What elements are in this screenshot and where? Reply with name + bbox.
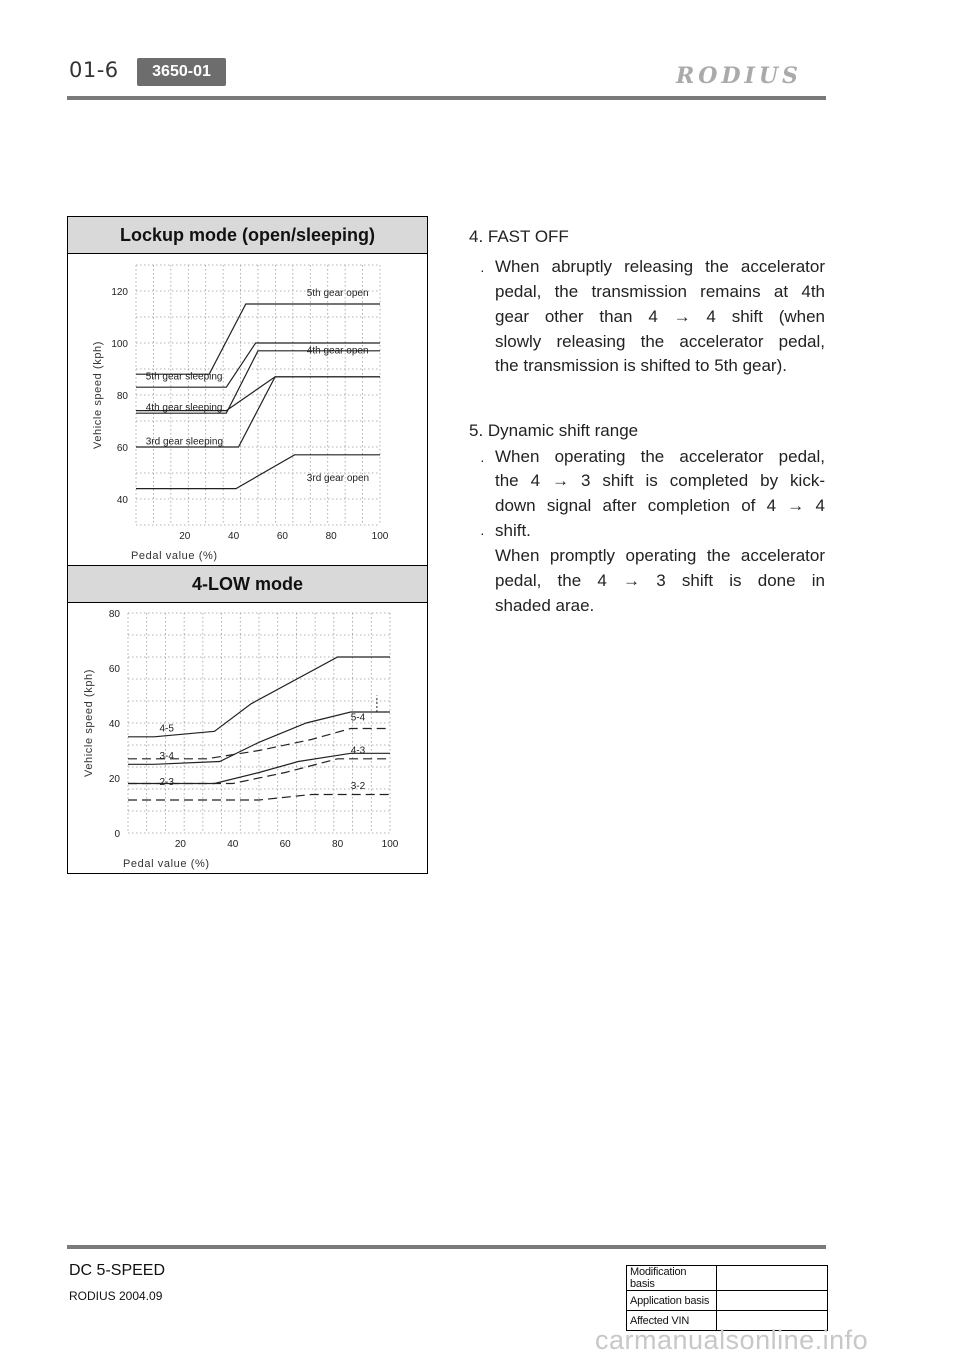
series-label: 4-5 bbox=[159, 723, 174, 735]
table-label: Modification basis bbox=[627, 1266, 717, 1291]
table-value bbox=[717, 1266, 828, 1291]
section-5-line: pedal, the 4 → 3 shift is done in bbox=[495, 571, 825, 590]
section-4-line: the transmission is shifted to 5th gear). bbox=[495, 356, 787, 375]
x-tick-label: 40 bbox=[227, 839, 239, 850]
y-tick-label: 0 bbox=[114, 829, 120, 840]
x-tick-label: 80 bbox=[325, 531, 337, 542]
section-4-line: pedal, the transmission remains at 4th bbox=[495, 282, 825, 301]
y-tick-label: 100 bbox=[111, 339, 128, 350]
x-axis-label: Pedal value (%) bbox=[131, 550, 218, 562]
x-tick-label: 60 bbox=[276, 531, 288, 542]
section-5-heading: 5. Dynamic shift range bbox=[469, 421, 639, 440]
bullet-dot: · bbox=[480, 525, 485, 541]
y-tick-label: 60 bbox=[116, 443, 128, 454]
table-value bbox=[717, 1291, 828, 1311]
section-5-line: When promptly operating the accelerator bbox=[495, 546, 825, 565]
series-label: 3rd gear sleeping bbox=[145, 436, 224, 448]
series-label: 3-2 bbox=[350, 781, 366, 792]
table-row bbox=[627, 1266, 828, 1291]
series-label: 3rd gear open bbox=[306, 472, 370, 484]
lockup-mode-title: Lockup mode (open/sleeping) bbox=[68, 217, 427, 254]
series-line-5th-gear-open bbox=[136, 304, 380, 374]
bullet-dot: · bbox=[480, 262, 485, 278]
modification-table bbox=[626, 1265, 828, 1331]
low-mode-title: 4-LOW mode bbox=[68, 565, 427, 603]
lockup-mode-chart bbox=[68, 253, 426, 565]
brand-logo: RODIUS bbox=[676, 63, 802, 89]
section-4-heading: 4. FAST OFF bbox=[469, 227, 569, 246]
page-number: 01-6 bbox=[69, 58, 119, 82]
y-tick-label: 120 bbox=[111, 287, 128, 298]
series-label: 5th gear sleeping bbox=[145, 371, 223, 383]
y-tick-label: 40 bbox=[116, 495, 128, 506]
x-axis-label: Pedal value (%) bbox=[123, 858, 210, 870]
y-tick-label: 80 bbox=[116, 391, 128, 402]
x-tick-label: 20 bbox=[179, 531, 191, 542]
y-axis-label: Vehicle speed (kph) bbox=[83, 668, 95, 778]
x-tick-label: 100 bbox=[381, 839, 399, 850]
series-label: 4th gear open bbox=[306, 345, 369, 357]
x-tick-label: 80 bbox=[332, 839, 344, 850]
low-mode-chart bbox=[68, 601, 426, 873]
section-5-line: shift. bbox=[495, 521, 531, 540]
series-label: 4th gear sleeping bbox=[145, 402, 223, 414]
series-label: 3-4 bbox=[159, 750, 174, 762]
watermark: carmanualsonline.info bbox=[595, 1325, 869, 1355]
section-5-line: shaded arae. bbox=[495, 596, 595, 615]
x-tick-label: 60 bbox=[279, 839, 291, 850]
x-tick-label: 20 bbox=[174, 839, 186, 850]
section-5-line: down signal after completion of 4 → 4 bbox=[495, 496, 825, 515]
y-tick-label: 20 bbox=[108, 774, 120, 785]
footer-rule bbox=[67, 1245, 826, 1249]
x-tick-label: 100 bbox=[371, 531, 389, 542]
section-4-line: When abruptly releasing the accelerator bbox=[495, 257, 825, 276]
table-label: Affected VIN bbox=[627, 1311, 717, 1331]
footer-date: RODIUS 2004.09 bbox=[69, 1289, 163, 1303]
y-tick-label: 60 bbox=[108, 664, 120, 675]
x-tick-label: 40 bbox=[228, 531, 240, 542]
series-label: 2-3 bbox=[159, 776, 174, 788]
footer-title: DC 5-SPEED bbox=[69, 1262, 166, 1279]
shift-diagram-figure bbox=[67, 216, 428, 874]
bullet-dot: · bbox=[480, 452, 485, 468]
series-label: 5th gear open bbox=[306, 288, 369, 300]
section-4-line: slowly releasing the accelerator pedal, bbox=[495, 332, 825, 351]
series-label: 5-4 bbox=[350, 712, 366, 724]
table-label: Application basis bbox=[627, 1291, 717, 1311]
table-row bbox=[627, 1291, 828, 1311]
section-code-badge: 3650-01 bbox=[137, 58, 226, 86]
section-5-line: the 4 → 3 shift is completed by kick- bbox=[495, 471, 825, 490]
section-5-line: When operating the accelerator pedal, bbox=[495, 447, 825, 466]
header-rule bbox=[67, 96, 826, 100]
y-axis-label: Vehicle speed (kph) bbox=[92, 340, 104, 450]
y-tick-label: 80 bbox=[108, 609, 120, 620]
section-4-line: gear other than 4 → 4 shift (when bbox=[495, 307, 825, 326]
y-tick-label: 40 bbox=[108, 719, 120, 730]
series-label: 4-3 bbox=[350, 745, 366, 757]
